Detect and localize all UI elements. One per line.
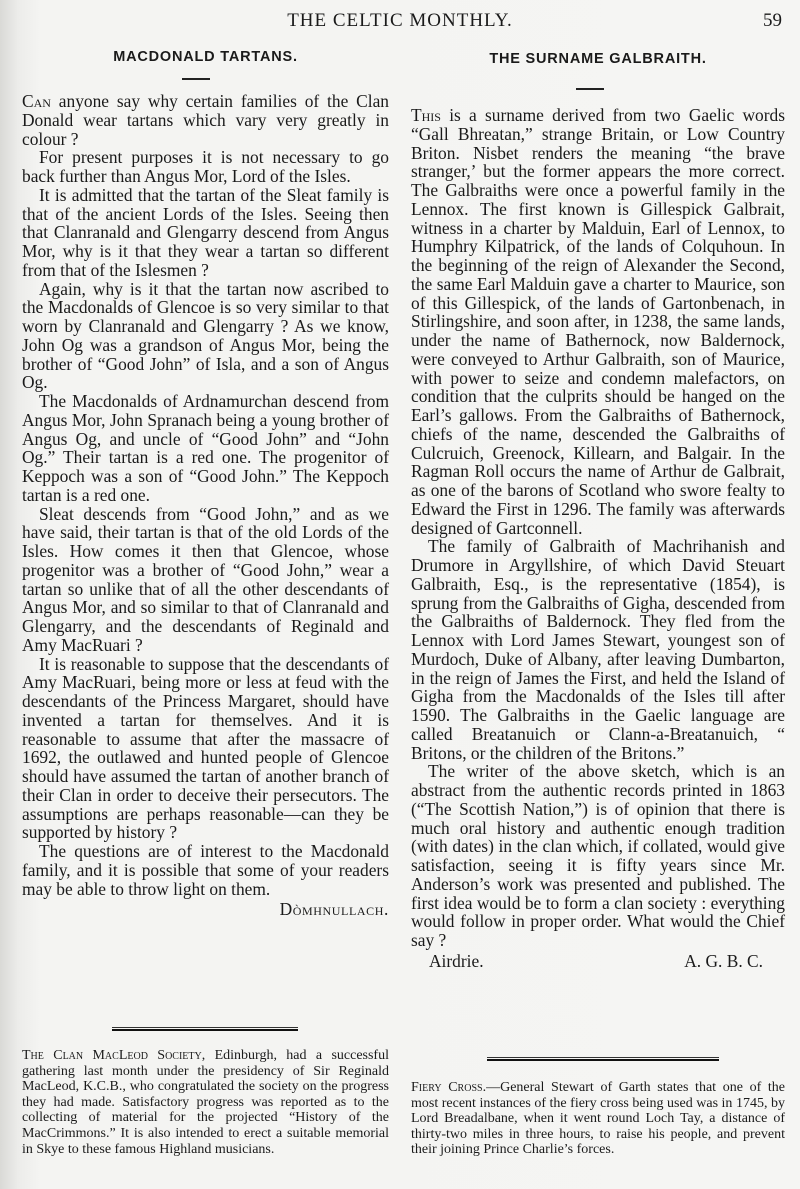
section-divider <box>112 1027 298 1031</box>
drop-lead-word: Can <box>22 91 51 111</box>
article-heading-surname-galbraith: THE SURNAME GALBRAITH. <box>489 51 707 67</box>
paragraph: Can anyone say why certain families of the Clan Donald wear tartans which vary very greatly in colour ? <box>22 91 389 149</box>
article-body-macdonald-tartans <box>22 92 389 919</box>
note-lead: The Clan MacLeod Society <box>22 1048 202 1063</box>
paragraph: It is admitted that the tartan of the Sleat family is that of the ancient Lords of the Isles. Seeing then that Clanranald and Glengarry descend from Angus Mor, why is it that they wear a tartan so different from that of the Islesmen ? <box>22 184 389 280</box>
heading-rule <box>182 78 210 80</box>
signature-row <box>411 952 785 971</box>
article-heading-macdonald-tartans: MACDONALD TARTANS. <box>113 49 298 65</box>
paragraph: The Clan MacLeod Society, Edinburgh, had a successful gathering last month under the presidency of Sir Reginald MacLeod, K.C.B., who congratulated the society on the progress they had made. Satisfactory progress was reported as to the collecting of material for the projected “History of the MacCrimmons.” It is also intended to erect a suitable memorial in Skye to these famous Highland musicians. <box>22 1048 389 1157</box>
paragraph: Again, why is it that the tartan now ascribed to the Macdonalds of Glencoe is so very similar to that worn by Clanranald and Glengarry ? As we know, John Og was a grandson of Angus Mor, being the brother of “Good John” of Isla, and a son of Angus Og. <box>22 278 389 393</box>
place-name: Airdrie. <box>429 950 484 971</box>
page-number: 59 <box>763 10 782 31</box>
running-head <box>0 6 800 32</box>
note-clan-macleod-society <box>22 1048 389 1157</box>
heading-rule <box>576 88 604 90</box>
article-body-surname-galbraith <box>411 106 785 971</box>
author-signature: Dòmhnullach. <box>279 899 389 920</box>
paragraph: For present purposes it is not necessary to go back further than Angus Mor, Lord of the Isles. <box>22 147 389 186</box>
drop-lead-word: This <box>411 105 441 125</box>
publication-title: THE CELTIC MONTHLY. <box>287 10 513 31</box>
paragraph: The Macdonalds of Ardnamurchan descend from Angus Mor, John Spranach being a young brother of Angus Og, and uncle of “Good John” and “John Og.” Their tartan is a red one. The progenitor of Keppoch was a son of “Good John.” The Keppoch tartan is a red one. <box>22 391 389 505</box>
paragraph: Sleat descends from “Good John,” and as we have said, their tartan is that of the old Lords of the Isles. How comes it then that Glencoe, whose progenitor was a brother of “Good John,” wear a tartan so unlike that of all the other descendants of Angus Mor, and so similar to that of Clanranald and Glengarry, and the descendants of Reginald and Amy MacRuari ? <box>22 503 389 655</box>
paragraph: Fiery Cross.—General Stewart of Garth states that one of the most recent instances of the fiery cross being used was in 1745, by Lord Breadalbane, when it went round Loch Tay, a distance of thirty-two miles in three hours, to raise his people, and prevent their joining Prince Charlie’s forces. <box>411 1080 785 1158</box>
note-lead: Fiery Cross. <box>411 1080 487 1095</box>
paragraph: The questions are of interest to the Macdonald family, and it is possible that some of your readers may be able to throw light on them. <box>22 841 389 899</box>
paragraph: It is reasonable to suppose that the descendants of Amy MacRuari, being more or less at feud with the descendants of the Princess Margaret, should have invented a tartan for themselves. And it is reasonable to assume that after the massacre of 1692, the outlawed and hunted people of Glencoe should have assumed the tartan of another branch of their Clan in order to deceive their persecutors. The assumptions are perhaps reasonable—can they be supported by history ? <box>22 653 389 843</box>
note-fiery-cross <box>411 1080 785 1158</box>
author-initials: A. G. B. C. <box>684 950 763 971</box>
paragraph: The writer of the above sketch, which is an abstract from the authentic records printed in 1863 (“The Scottish Nation,”) is of opinion that there is much oral history and authentic enough tradition (with dates) in the clan which, if collated, would give satisfaction, seeing it is fifty years since Mr. Anderson’s work was presented and published. The first idea would be to form a clan society : everything would follow in proper order. What would the Chief say ? <box>411 761 785 950</box>
paragraph: This is a surname derived from two Gaelic words “Gall Bhreatan,” strange Britain, or Low Country Briton. Nisbet renders the meaning “the brave stranger,’ but the former appears the more correct. The Galbraiths were once a powerful family in the Lennox. The first known is Gillespick Galbrait, witness in a charter by Malduin, Earl of Lennox, to Humphry Kilpatrick, of the lands of Colquhoun. In the beginning of the reign of Alexander the Second, the same Earl Malduin gave a charter to Maurice, son of this Gillespick, of the lands of Gartonbenach, in Stirlingshire, and soon after, in 1238, the same lands, under the name of Bathernock, now Baldernock, were conveyed to Arthur Galbraith, son of Maurice, with power to seize and condemn malefactors, on condition that the culprits should be hanged on the Earl’s gallows. From the Galbraiths of Bathernock, chiefs of the name, descended the Galbraiths of Culcruich, Greenock, Killearn, and Balgair. In the Ragman Roll occurs the name of Arthur de Galbrait, as one of the barons of Scotland who swore fealty to Edward the First in 1296. The family was afterwards designed of Gartconnell. <box>411 105 785 538</box>
section-divider <box>487 1057 719 1061</box>
paragraph: The family of Galbraith of Machrihanish and Drumore in Argyllshire, of which David Steuart Galbraith, Esq., is the representative (1854), is sprung from the Galbraiths of Gigha, descended from the Galbraiths of Baldernock. They fled from the Lennox with Lord James Stewart, youngest son of Murdoch, Duke of Albany, after leaving Dumbarton, in the reign of James the First, and held the Island of Gigha from the Macdonalds of the Isles till after 1590. The Galbraiths in the Gaelic language are called Breatanuich or Clann-a-Breatanuich, “ Britons, or the children of the Britons.” <box>411 536 785 763</box>
